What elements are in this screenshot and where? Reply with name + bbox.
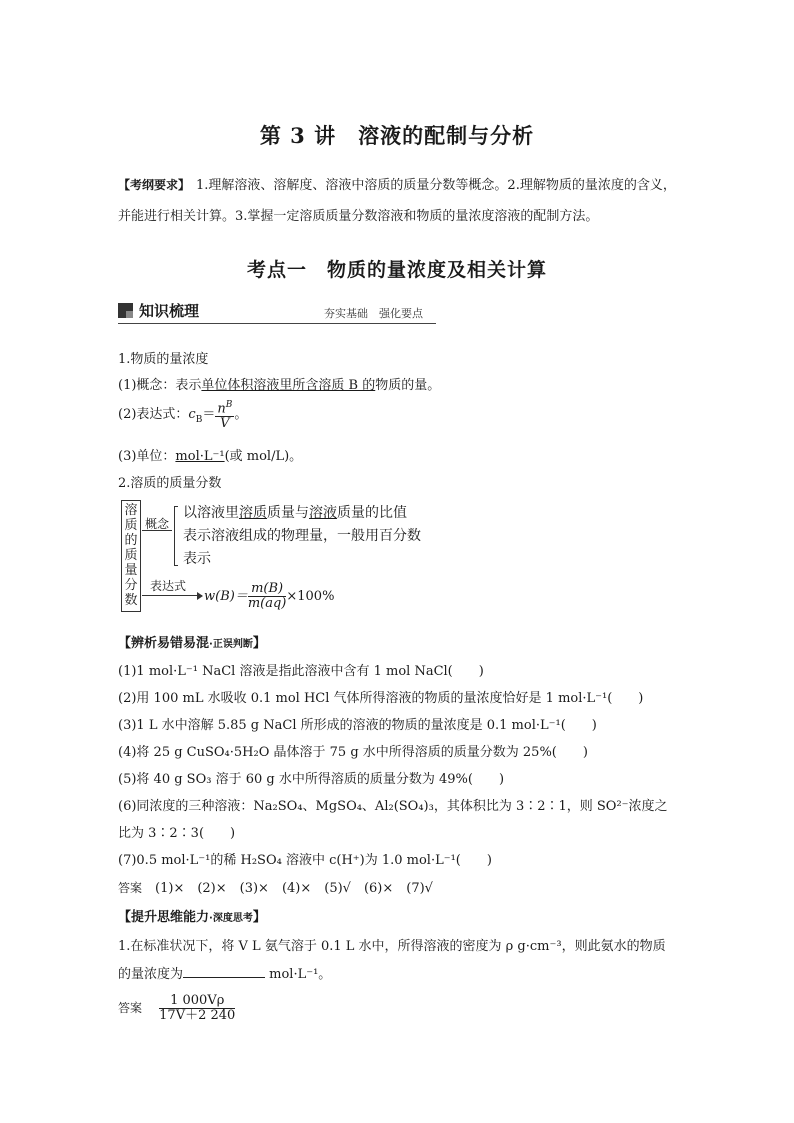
unit-underlined: mol·L⁻¹ xyxy=(175,449,225,464)
judge-item-6b: 比为 3∶2∶3( ) xyxy=(118,826,236,841)
answer-text: (1)× (2)× (3)× (4)× (5)√ (6)× (7)√ xyxy=(155,881,433,896)
p1-heading: 1.物质的量浓度 xyxy=(118,352,209,367)
answer-label: 答案 xyxy=(118,881,143,895)
judge-item-3: (3)1 L 水中溶解 5.85 g NaCl 所形成的溶液的物质的量浓度是 0.1 mol·L⁻¹( ) xyxy=(118,718,597,733)
expr-label: 表达式 xyxy=(150,579,187,593)
expr-num-sup: B xyxy=(225,400,233,410)
think-tag: 【提升思维能力·深度思考】 xyxy=(118,910,266,925)
requirements-tag: 【考纲要求】 xyxy=(118,178,191,192)
concept-underlined: 单位体积溶液里所含溶质 B 的 xyxy=(201,378,376,393)
expr-fraction xyxy=(215,398,234,431)
judge-item-5: (5)将 40 g SO₃ 溶于 60 g 水中所得溶质的质量分数为 49%( ) xyxy=(118,772,505,787)
p1-expression: (2)表达式：$c_B=$ $\frac{n^B}{V}$ 。 xyxy=(118,400,248,432)
concept-line-3: 表示 xyxy=(183,551,211,567)
mass-fraction-box: 溶质的质量分数 xyxy=(121,500,141,612)
knowledge-header xyxy=(118,298,436,324)
judge-item-2: (2)用 100 mL 水吸收 0.1 mol HCl 气体所得溶液的物质的量浓度恰好是 1 mol·L⁻¹( ) xyxy=(118,691,644,706)
arrow-icon xyxy=(142,595,202,596)
p1-unit xyxy=(118,445,302,464)
judge-item-4: (4)将 25 g CuSO₄·5H₂O 晶体溶于 75 g 水中所得溶质的质量分数为 25%( ) xyxy=(118,745,588,760)
formula-fraction: $\frac{m(B)}{m(aq)}$ xyxy=(247,581,287,611)
knowledge-sub: 夯实基础 强化要点 xyxy=(324,307,423,320)
judge-item-6: (6)同浓度的三种溶液：Na₂SO₄、MgSO₄、Al₂(SO₄)₃，其体积比为 3∶2∶1，则 SO²⁻浓度之 xyxy=(118,799,668,814)
expr-den: V xyxy=(220,416,230,432)
concept-lines xyxy=(183,502,421,571)
square-icon xyxy=(118,303,133,318)
judge-answer xyxy=(118,877,433,896)
concept-suffix: 物质的量。 xyxy=(375,378,441,393)
knowledge-label: 知识梳理 xyxy=(139,302,200,320)
concept-line-2: 表示溶液组成的物理量，一般用百分数 xyxy=(183,528,421,544)
page-title: 第 3 讲 溶液的配制与分析 xyxy=(259,123,535,148)
think-answer xyxy=(118,994,235,1023)
expr-prefix: (2)表达式： xyxy=(118,407,189,423)
concept-prefix: (1)概念：表示 xyxy=(118,378,202,393)
judge-tag: 【辨析易错易混·正误判断】 xyxy=(118,636,266,651)
concept-label: 概念 xyxy=(145,517,170,531)
answer-num: 1 000Vρ xyxy=(159,994,235,1009)
unit-suffix: (或 mol/L)。 xyxy=(224,449,303,464)
expr-lhs: c xyxy=(188,407,196,423)
expr-lhs-sub: B xyxy=(195,414,203,425)
expr-end: 。 xyxy=(234,407,248,423)
p2-heading: 2.溶质的质量分数 xyxy=(118,476,222,491)
think-q1-line1: 1.在标准状况下，将 V L 氨气溶于 0.1 L 水中，所得溶液的密度为 ρ g·cm⁻³，则此氨水的物质 xyxy=(118,939,666,954)
answer-label: 答案 xyxy=(118,1001,143,1015)
p1-concept xyxy=(118,374,440,393)
judge-item-7: (7)0.5 mol·L⁻¹的稀 H₂SO₄ 溶液中 c(H⁺)为 1.0 mol·L⁻¹( ) xyxy=(118,853,492,868)
brace xyxy=(174,506,181,566)
section-title: 考点一 物质的量浓度及相关计算 xyxy=(246,259,547,281)
answer-fraction xyxy=(159,994,235,1023)
concept-line-1: 以溶液里溶质质量与溶液质量的比值 xyxy=(183,505,407,521)
requirements-text: 1.理解溶液、溶解度、溶液中溶质的质量分数等概念。2.理解物质的量浓度的含义，并能进行相关计算。3.掌握一定溶质质量分数溶液和物质的量浓度溶液的配制方法。 xyxy=(118,178,676,224)
think-q1-line2: 的量浓度为 mol·L⁻¹。 xyxy=(118,967,332,982)
header-rule xyxy=(118,323,436,324)
expr-num: n xyxy=(217,401,226,417)
answer-blank xyxy=(183,977,265,978)
exam-requirements xyxy=(118,170,683,232)
unit-prefix: (3)单位： xyxy=(118,449,176,464)
answer-den: 17V＋2 240 xyxy=(159,1008,236,1023)
mass-fraction-diagram xyxy=(118,500,448,618)
judge-item-1: (1)1 mol·L⁻¹ NaCl 溶液是指此溶液中含有 1 mol NaCl( ) xyxy=(118,664,484,679)
mass-fraction-formula: w(B)＝ $\frac{m(B)}{m(aq)}$ ×100% xyxy=(204,581,335,611)
